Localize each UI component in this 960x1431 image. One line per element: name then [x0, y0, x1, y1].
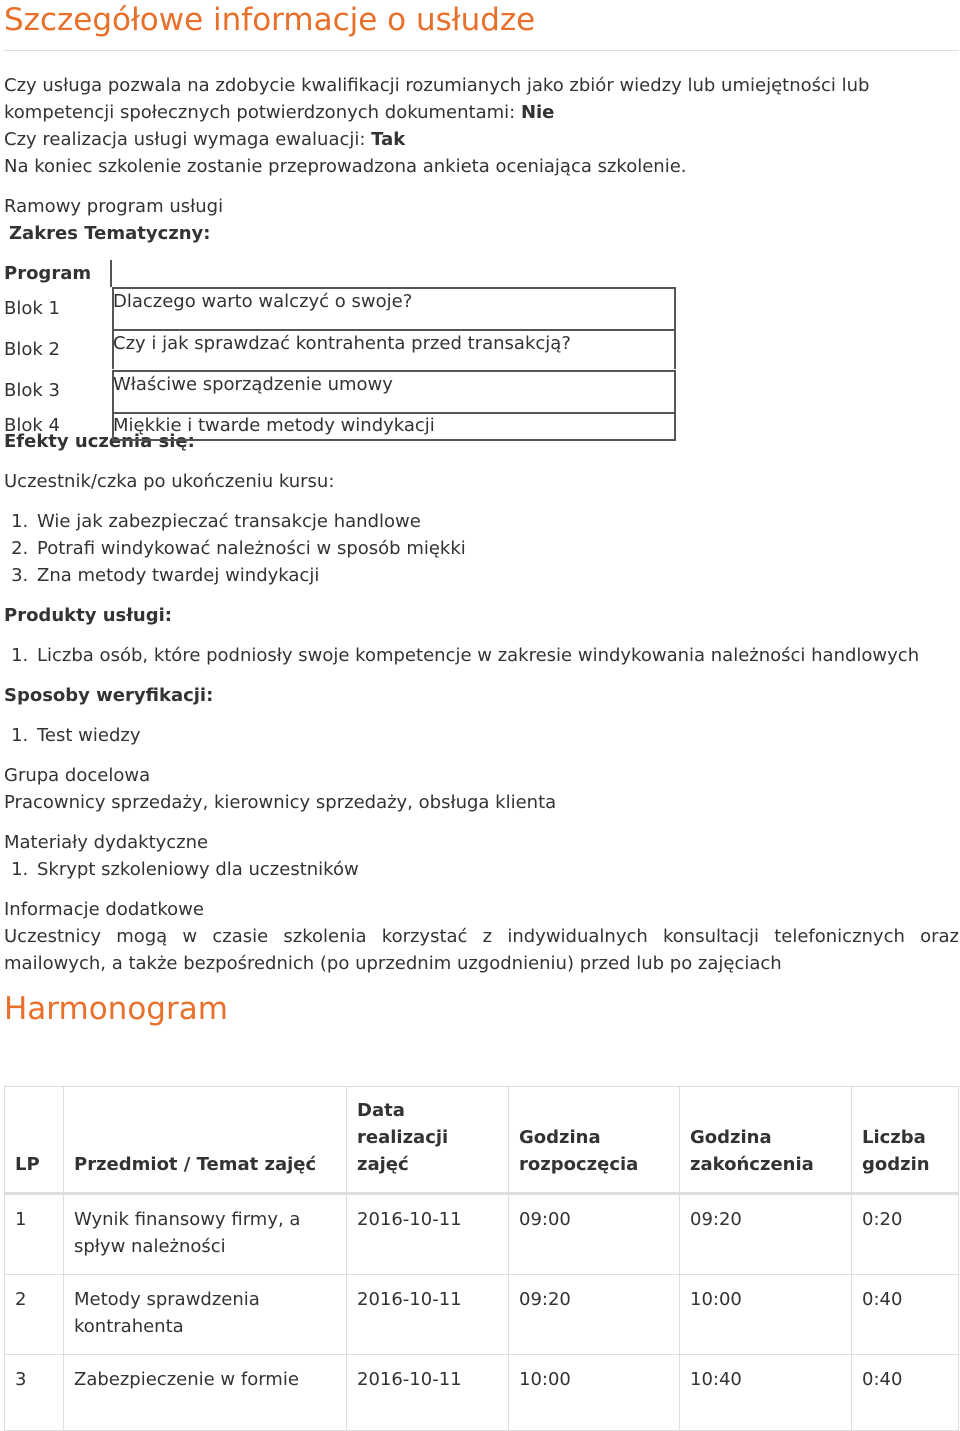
cell-start: 09:20	[509, 1275, 680, 1355]
cell-date: 2016-10-11	[347, 1275, 509, 1355]
cell-date: 2016-10-11	[347, 1355, 509, 1431]
program-subheading: Zakres Tematyczny:	[9, 223, 211, 244]
cell-subject: Zabezpieczenie w formie	[64, 1355, 347, 1431]
program-block-1-text: Dlaczego warto walczyć o swoje?	[113, 291, 413, 312]
col-end: Godzina zakończenia	[680, 1086, 852, 1195]
cell-subject: Metody sprawdzenia kontrahenta	[64, 1275, 347, 1355]
table-row	[4, 1195, 959, 1275]
list-item: 2. Potrafi windykować należności w sposób miękki	[34, 535, 959, 562]
evaluation-note: Na koniec szkolenie zostanie przeprowadzona ankieta oceniająca szkolenie.	[4, 156, 687, 177]
col-hours: Liczba godzin	[852, 1086, 959, 1195]
outcomes-heading: Efekty uczenia się:	[4, 431, 195, 452]
col-subject: Przedmiot / Temat zajęć	[64, 1086, 347, 1195]
cell-end: 10:40	[680, 1355, 852, 1431]
page-title: Szczegółowe informacje o usłudze	[4, 0, 959, 51]
cell-end: 10:00	[680, 1275, 852, 1355]
list-item: 1. Test wiedzy	[34, 722, 959, 749]
target-group-heading: Grupa docelowa	[4, 765, 151, 786]
table-header-row	[4, 1086, 959, 1195]
outcomes-list	[4, 508, 959, 589]
cell-lp: 1	[4, 1195, 64, 1275]
program-block-1-label: Blok 1	[4, 298, 60, 319]
additional-text: Uczestnicy mogą w czasie szkolenia korzystać z indywidualnych konsultacji telefonicznych oraz mailowych, a także bezpośrednich (po uprzednim uzgodnieniu) przed lub po zajęciach	[4, 926, 959, 974]
materials-heading: Materiały dydaktyczne	[4, 832, 209, 853]
cell-subject: Wynik finansowy firmy, a spływ należności	[64, 1195, 347, 1275]
qualification-question: Czy usługa pozwala na zdobycie kwalifikacji rozumianych jako zbiór wiedzy lub umiejętności lub kompetencji społecznych potwierdzonych dokumentami:	[4, 75, 870, 123]
col-start: Godzina rozpoczęcia	[509, 1086, 680, 1195]
qualification-answer: Nie	[520, 102, 555, 123]
program-table	[4, 260, 674, 442]
cell-start: 10:00	[509, 1355, 680, 1431]
cell-end: 09:20	[680, 1195, 852, 1275]
target-group-text: Pracownicy sprzedaży, kierownicy sprzedaży, obsługa klienta	[4, 792, 557, 813]
program-block-3-label: Blok 3	[4, 380, 60, 401]
program-block-4-text: Miękkie i twarde metody windykacji	[113, 415, 435, 436]
program-block-2-text: Czy i jak sprawdzać kontrahenta przed transakcją?	[113, 333, 571, 354]
col-date: Data realizacji zajęć	[347, 1086, 509, 1195]
service-details	[4, 0, 959, 1029]
cell-start: 09:00	[509, 1195, 680, 1275]
cell-lp: 2	[4, 1275, 64, 1355]
cell-lp: 3	[4, 1355, 64, 1431]
cell-hours: 0:40	[852, 1355, 959, 1431]
outcomes-intro: Uczestnik/czka po ukończeniu kursu:	[4, 471, 335, 492]
cell-hours: 0:20	[852, 1195, 959, 1275]
verification-heading: Sposoby weryfikacji:	[4, 685, 214, 706]
list-item: 1. Wie jak zabezpieczać transakcje handlowe	[34, 508, 959, 535]
evaluation-question: Czy realizacja usługi wymaga ewaluacji:	[4, 129, 366, 150]
col-lp: LP	[4, 1086, 64, 1195]
program-block-2-label: Blok 2	[4, 339, 60, 360]
list-item: 1. Liczba osób, które podniosły swoje kompetencje w zakresie windykowania należności handlowych	[34, 642, 959, 669]
schedule-title: Harmonogram	[4, 991, 228, 1027]
program-block-3-text: Właściwe sporządzenie umowy	[113, 374, 393, 395]
list-item: 1. Skrypt szkoleniowy dla uczestników	[34, 856, 959, 883]
evaluation-line	[4, 126, 959, 153]
program-block-4-label: Blok 4	[4, 415, 60, 436]
materials-list	[4, 856, 959, 883]
schedule-table	[4, 1086, 959, 1431]
verification-list	[4, 722, 959, 749]
table-row	[4, 1355, 959, 1431]
cell-hours: 0:40	[852, 1275, 959, 1355]
program-table-title: Program	[4, 260, 112, 287]
cell-date: 2016-10-11	[347, 1195, 509, 1275]
products-list	[4, 642, 959, 669]
products-heading: Produkty usługi:	[4, 605, 172, 626]
qualification-line	[4, 72, 959, 126]
evaluation-answer: Tak	[371, 129, 406, 150]
additional-heading: Informacje dodatkowe	[4, 899, 204, 920]
program-heading: Ramowy program usługi	[4, 196, 224, 217]
list-item: 3. Zna metody twardej windykacji	[34, 562, 959, 589]
table-row	[4, 1275, 959, 1355]
